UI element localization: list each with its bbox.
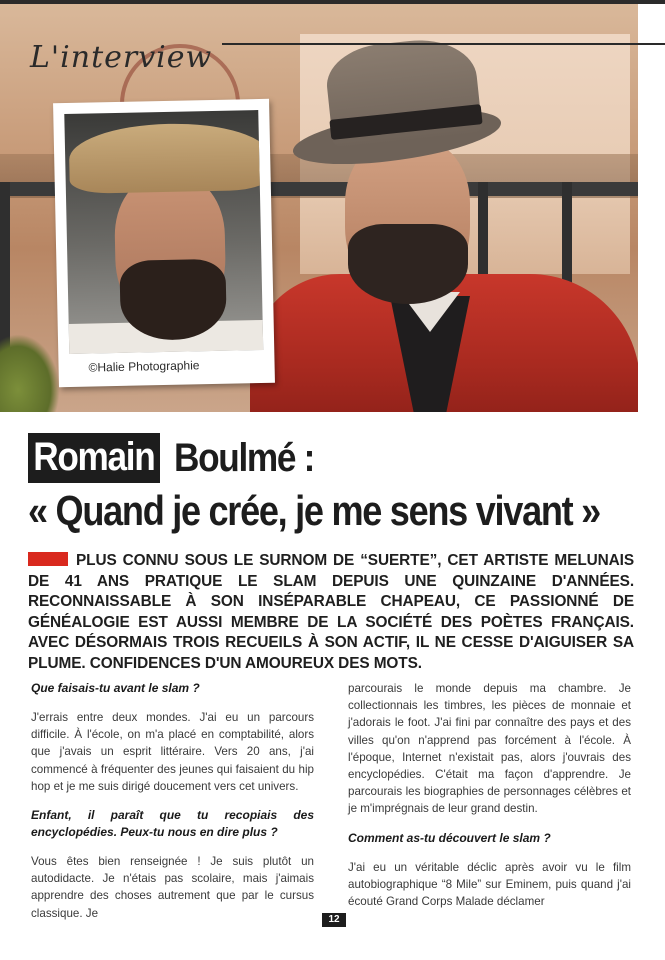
red-marker [28,552,68,566]
answer-3: J'ai eu un véritable déclic après avoir vu le film autobiographique “8 Mile” sur Eminem, puis quand j'ai écouté Grand Corps Malade déclamer [348,860,631,909]
photo-credit: ©Halie Photographie [88,358,200,375]
page-number: 12 [322,913,346,927]
portrait-man-fedora [250,34,638,412]
last-name: Boulmé : [173,436,314,480]
headline-name [28,432,333,484]
article-column-left [31,680,314,934]
answer-2: Vous êtes bien renseignée ! Je suis plutôt un autodidacte. Je n'étais pas scolaire, mais j'aimais apprendre des choses autrement que par le cursus classique. Je [31,855,314,920]
section-divider [222,43,665,45]
polaroid-inset-photo [53,99,275,387]
headline-quote: « Quand je crée, je me sens vivant » [28,487,600,534]
answer-2-continued: parcourais le monde depuis ma chambre. Je collectionnais les timbres, les pièces de monnaie et j'adorais le foot. J'ai fini par connaître des pays et des villes qu'on n'apprend pas forcément à l'école. À l'époque, Internet n'existait pas, alors j'ouvrais des encyclopédies. C'était ma façon d'apprendre. Je parcourais les biographies de personnages célèbres et je m'imprégnais de leur grand destin. [348,682,631,816]
intro-paragraph: PLUS CONNU SOUS LE SURNOM DE “SUERTE”, CET ARTISTE MELUNAIS DE 41 ANS PRATIQUE LE SLAM DEPUIS UNE QUINZAINE D'ANNÉES. RECONNAISSABLE À SON INSÉPARABLE CHAPEAU, CE PASSIONNÉ DE GÉNÉALOGIE EST AUSSI MEMBRE DE LA SOCIÉTÉ DES POÈTES FRANÇAIS. AVEC DÉSORMAIS TROIS RECUEILS À SON ACTIF, IL NE CESSE D'AIGUISER SA PLUME. CONFIDENCES D'UN AMOUREUX DES MOTS. [28,552,634,672]
first-name: Romain [28,433,160,483]
portrait-straw-hat [64,110,263,354]
question-2: Enfant, il paraît que tu recopiais des encyclopédies. Peux-tu nous en dire plus ? [31,808,314,840]
question-1: Que faisais-tu avant le slam ? [31,681,200,695]
article-column-right [348,680,631,922]
question-3: Comment as-tu découvert le slam ? [348,830,551,845]
section-label: L'interview [30,40,213,75]
plant [0,334,60,412]
answer-1: J'errais entre deux mondes. J'ai eu un parcours difficile. À l'école, on m'a placé en comptabilité, alors que j'avais un esprit littéraire. Vers 20 ans, j'ai commencé à fréquenter des jeunes qui faisaient du hip hop et je me suis dirigé doucement vers cet univers. [31,711,314,793]
